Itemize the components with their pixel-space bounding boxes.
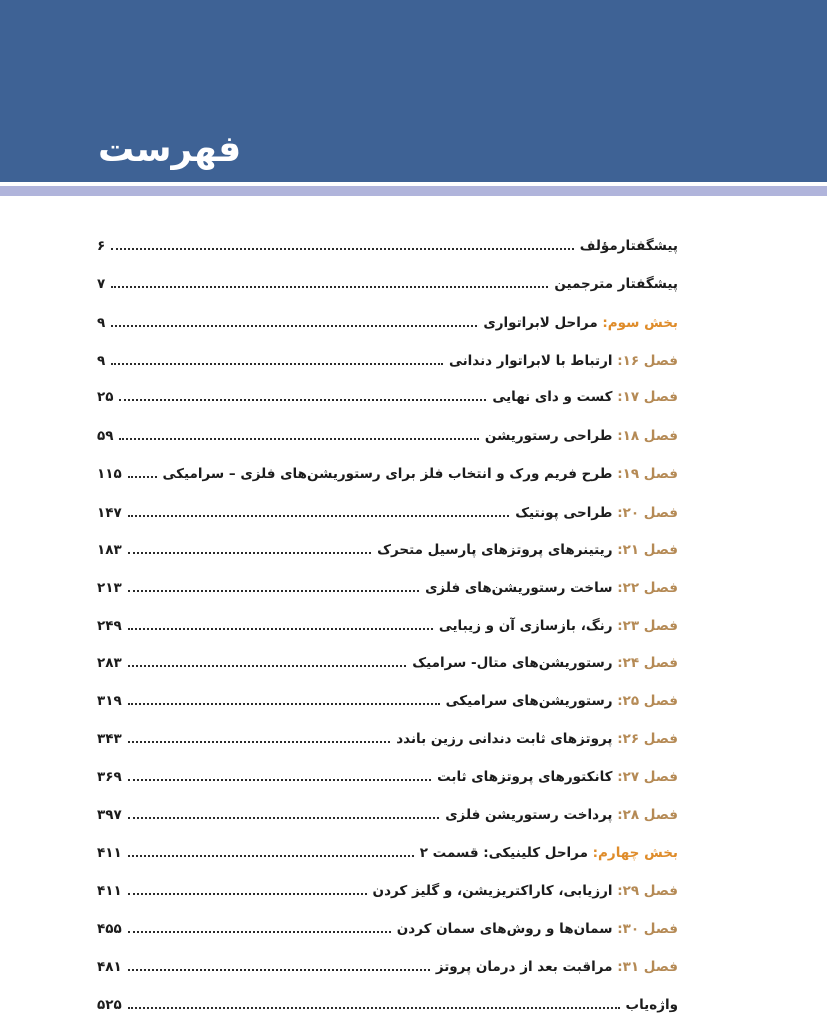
- toc-entry-title: واژه‌یاب: [625, 997, 678, 1013]
- dot-leader: [128, 476, 157, 478]
- toc-chapter-row[interactable]: [97, 380, 678, 414]
- dot-leader: [128, 1007, 620, 1009]
- toc-page-number: ۳۱۹: [97, 693, 122, 709]
- toc-page-number: ۱۸۳: [97, 542, 122, 558]
- dot-leader: [128, 969, 430, 971]
- toc-chapter-label: فصل ۲۰:: [617, 505, 678, 521]
- toc-row[interactable]: [97, 988, 678, 1022]
- toc-section-label: بخش سوم:: [602, 315, 678, 331]
- toc-chapter-row[interactable]: [97, 950, 678, 984]
- toc-chapter-label: فصل ۱۹:: [617, 466, 678, 482]
- toc-page-number: ۳۹۷: [97, 807, 122, 823]
- toc-chapter-row[interactable]: [97, 609, 678, 643]
- toc-page-number: ۳۴۳: [97, 731, 122, 747]
- toc-section-row[interactable]: [97, 836, 678, 870]
- toc-entry-title: مراقبت بعد از درمان پروتز: [435, 959, 618, 975]
- toc-chapter-row[interactable]: [97, 646, 678, 680]
- toc-chapter-label: فصل ۳۰:: [617, 921, 678, 937]
- dot-leader: [128, 779, 431, 781]
- toc-entry-text: [437, 769, 678, 785]
- toc-chapter-row[interactable]: [97, 419, 678, 453]
- toc-chapter-label: فصل ۱۷:: [617, 389, 678, 405]
- toc-page-number: ۲۴۹: [97, 618, 122, 634]
- toc-entry-title: سمان‌ها و روش‌های سمان کردن: [396, 921, 618, 937]
- dot-leader: [128, 893, 367, 895]
- toc-chapter-label: فصل ۲۶:: [617, 731, 678, 747]
- toc-page-number: ۷: [97, 276, 106, 292]
- toc-page-number: ۱۱۵: [97, 466, 122, 482]
- dot-leader: [128, 931, 391, 933]
- dot-leader: [128, 552, 371, 554]
- toc-entry-text: [436, 959, 678, 975]
- toc-section-label: بخش چهارم:: [592, 845, 678, 861]
- toc-chapter-row[interactable]: [97, 533, 678, 567]
- toc-chapter-row[interactable]: [97, 798, 678, 832]
- dot-leader: [128, 665, 407, 667]
- toc-section-row[interactable]: [97, 306, 678, 340]
- toc-entry-title: طرح فریم ورک و انتخاب فلز برای رستوریشن‌های فلزی – سرامیکی: [162, 466, 618, 482]
- toc-chapter-label: فصل ۲۱:: [617, 542, 678, 558]
- toc-chapter-row[interactable]: [97, 912, 678, 946]
- header-accent-stripe: [0, 186, 827, 196]
- toc-chapter-row[interactable]: [97, 874, 678, 908]
- toc-chapter-label: فصل ۲۳:: [617, 618, 678, 634]
- toc-entry-text: [397, 921, 678, 937]
- toc-page-number: ۶: [97, 238, 106, 254]
- toc-entry-title: رنگ، بازسازی آن و زیبایی: [438, 618, 618, 634]
- toc-page-number: ۵۲۵: [97, 997, 122, 1013]
- toc-row[interactable]: [97, 229, 678, 263]
- toc-entry-text: [483, 315, 678, 331]
- dot-leader: [128, 817, 439, 819]
- toc-page-number: ۲۱۳: [97, 580, 122, 596]
- dot-leader: [128, 590, 419, 592]
- toc-row[interactable]: [97, 267, 678, 301]
- toc-entry-text: [377, 542, 678, 558]
- dot-leader: [111, 363, 443, 365]
- toc-entry-text: [425, 580, 678, 596]
- toc-chapter-label: فصل ۲۸:: [617, 807, 678, 823]
- toc-page-number: ۹: [97, 315, 106, 331]
- toc-entry-text: [449, 353, 678, 369]
- toc-entry-title: پیشگفتارمؤلف: [579, 238, 678, 254]
- toc-chapter-label: فصل ۱۸:: [617, 428, 678, 444]
- toc-entry-title: مراحل کلینیکی: قسمت ۲: [419, 845, 593, 861]
- dot-leader: [119, 438, 478, 440]
- toc-entry-title: رستوریشن‌های متال- سرامیک: [412, 655, 618, 671]
- dot-leader: [128, 515, 509, 517]
- toc-chapter-row[interactable]: [97, 722, 678, 756]
- toc-entry-title: کانکتورهای پروتزهای ثابت: [437, 769, 618, 785]
- toc-entry-title: طراحی پونتیک: [515, 505, 618, 521]
- toc-chapter-row[interactable]: [97, 344, 678, 378]
- toc-entry-title: ارتباط با لابراتوار دندانی: [448, 353, 618, 369]
- toc-page-number: ۴۸۱: [97, 959, 122, 975]
- toc-entry-title: پرداخت رستوریشن فلزی: [445, 807, 618, 823]
- toc-chapter-row[interactable]: [97, 760, 678, 794]
- toc-entry-title: ریتینرهای پروتزهای پارسیل متحرک: [377, 542, 618, 558]
- toc-entry-text: [492, 389, 678, 405]
- dot-leader: [119, 399, 486, 401]
- toc-entry-text: [373, 883, 678, 899]
- toc-chapter-row[interactable]: [97, 457, 678, 491]
- toc-chapter-label: فصل ۲۴:: [617, 655, 678, 671]
- toc-chapter-label: فصل ۲۵:: [617, 693, 678, 709]
- toc-chapter-label: فصل ۱۶:: [617, 353, 678, 369]
- toc-page-number: ۲۸۳: [97, 655, 122, 671]
- toc-chapter-row[interactable]: [97, 684, 678, 718]
- dot-leader: [111, 286, 548, 288]
- header-banner: [0, 0, 827, 182]
- toc-entry-text: [420, 845, 678, 861]
- toc-chapter-label: فصل ۳۱:: [617, 959, 678, 975]
- toc-entry-text: [439, 618, 678, 634]
- toc-entry-title: پروتزهای ثابت دندانی رزین باندد: [396, 731, 618, 747]
- toc-entry-text: [554, 276, 678, 292]
- toc-entry-title: ساخت رستوریشن‌های فلزی: [425, 580, 618, 596]
- toc-page-number: ۳۶۹: [97, 769, 122, 785]
- page-title: فهرست: [98, 129, 242, 170]
- dot-leader: [128, 628, 433, 630]
- dot-leader: [111, 325, 477, 327]
- toc-chapter-label: فصل ۲۷:: [617, 769, 678, 785]
- toc-page-number: ۵۹: [97, 428, 114, 444]
- toc-entry-text: [515, 505, 678, 521]
- toc-entry-text: [412, 655, 678, 671]
- dot-leader: [111, 248, 574, 250]
- toc-page-number: ۲۵: [97, 389, 114, 405]
- toc-chapter-label: فصل ۲۲:: [617, 580, 678, 596]
- toc-entry-text: [580, 238, 678, 254]
- toc-page-number: ۴۵۵: [97, 921, 122, 937]
- toc-entry-text: [445, 807, 678, 823]
- toc-entry-text: [396, 731, 678, 747]
- toc-page-number: ۴۱۱: [97, 883, 122, 899]
- toc-chapter-row[interactable]: [97, 496, 678, 530]
- toc-entry-title: پیشگفتار مترجمین: [554, 276, 678, 292]
- dot-leader: [128, 855, 414, 857]
- toc-entry-title: مراحل لابراتواری: [483, 315, 603, 331]
- toc-entry-text: [163, 466, 679, 482]
- toc-entry-title: طراحی رستوریشن: [484, 428, 618, 444]
- toc-entry-text: [485, 428, 678, 444]
- toc-entry-title: ارزیابی، کاراکتریزیشن، و گلیز کردن: [372, 883, 618, 899]
- toc-page-number: ۴۱۱: [97, 845, 122, 861]
- dot-leader: [128, 703, 440, 705]
- toc-chapter-row[interactable]: [97, 571, 678, 605]
- toc-entry-text: [446, 693, 678, 709]
- toc-chapter-label: فصل ۲۹:: [617, 883, 678, 899]
- toc-entry-text: [626, 997, 678, 1013]
- toc-entry-title: کست و دای نهایی: [492, 389, 618, 405]
- toc-page-number: ۱۴۷: [97, 505, 122, 521]
- dot-leader: [128, 741, 390, 743]
- toc-page-number: ۹: [97, 353, 106, 369]
- toc-entry-title: رستوریشن‌های سرامیکی: [445, 693, 618, 709]
